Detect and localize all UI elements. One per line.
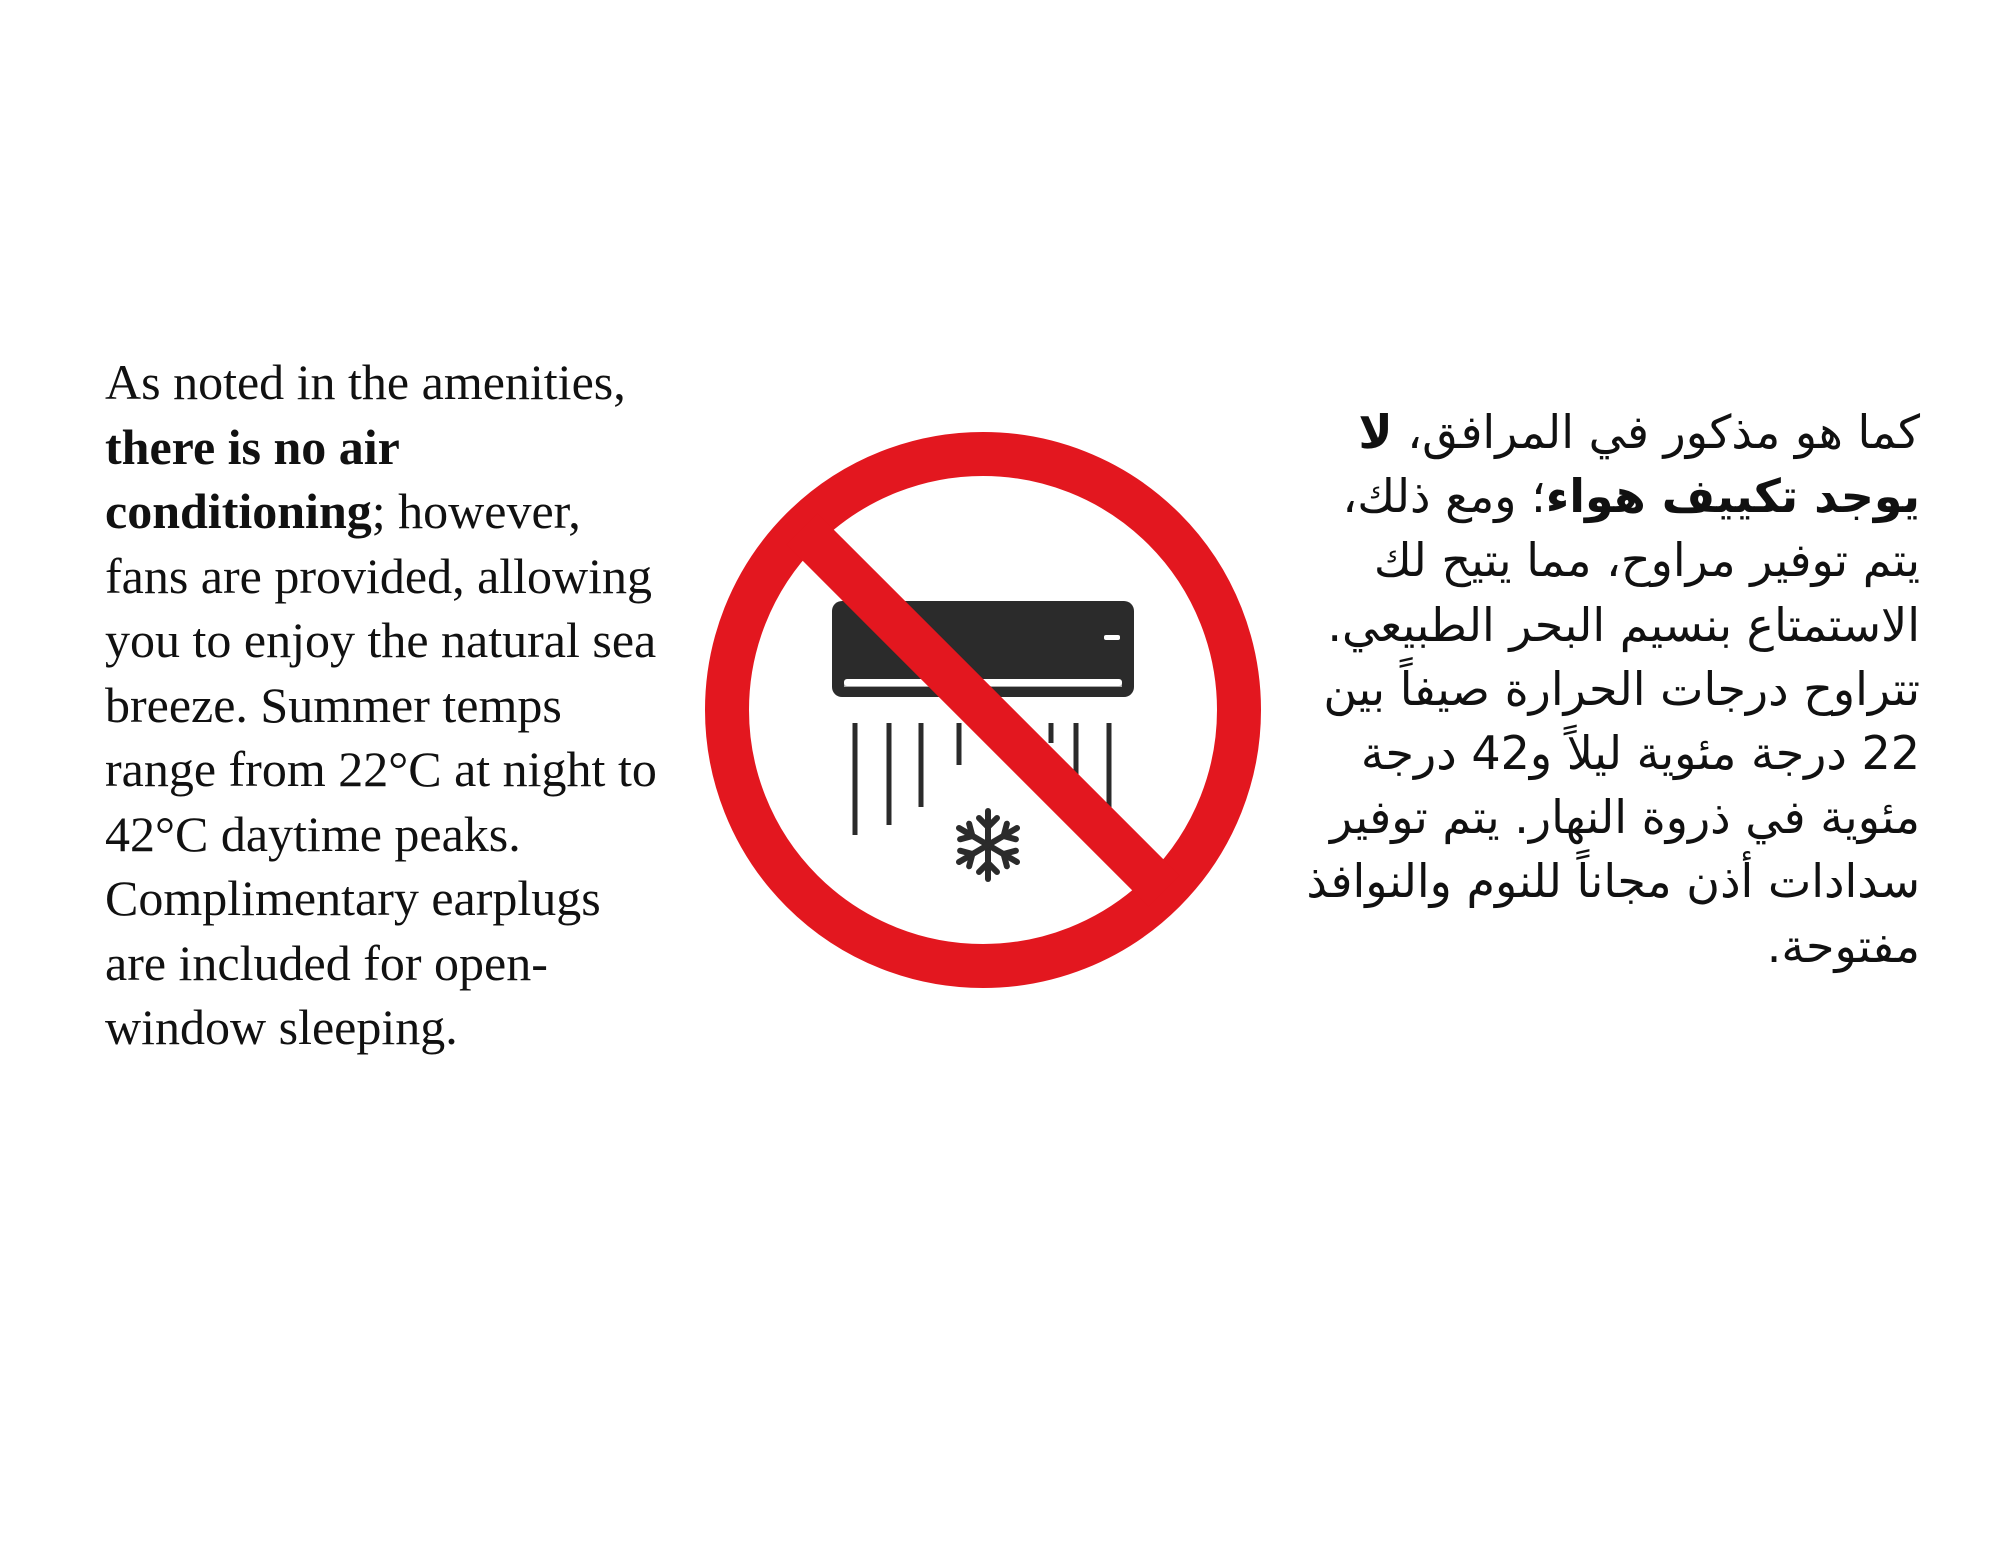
prohibition-sign (727, 454, 1239, 966)
english-emphasis: there is no air conditioning (105, 418, 399, 539)
no-air-conditioning-icon (698, 425, 1268, 995)
english-rest: ; however, fans are provided, allowing you to enjoy the natural sea breeze. Summer temps range from 22°C at night to 42°C daytime peaks. Complimentary earplugs are included for open-window sleeping. (105, 483, 657, 1055)
arabic-intro: كما هو مذكور في المرافق، (1392, 405, 1920, 459)
english-notice (105, 350, 665, 1060)
arabic-rest: ؛ ومع ذلك، يتم توفير مراوح، مما يتيح لك الاستمتاع بنسيم البحر الطبيعي. تتراوح درجات الحرارة صيفاً بين 22 درجة مئوية ليلاً و42 درجة مئوية في ذروة النهار. يتم توفير سدادات أذن مجاناً للنوم والنوافذ مفتوحة. (1306, 469, 1920, 973)
arabic-notice (1290, 400, 1920, 978)
arabic-emphasis: لا يوجد تكييف هواء (1358, 405, 1920, 524)
snowflake-icon (959, 811, 1017, 879)
english-intro: As noted in the amenities, (105, 354, 626, 410)
